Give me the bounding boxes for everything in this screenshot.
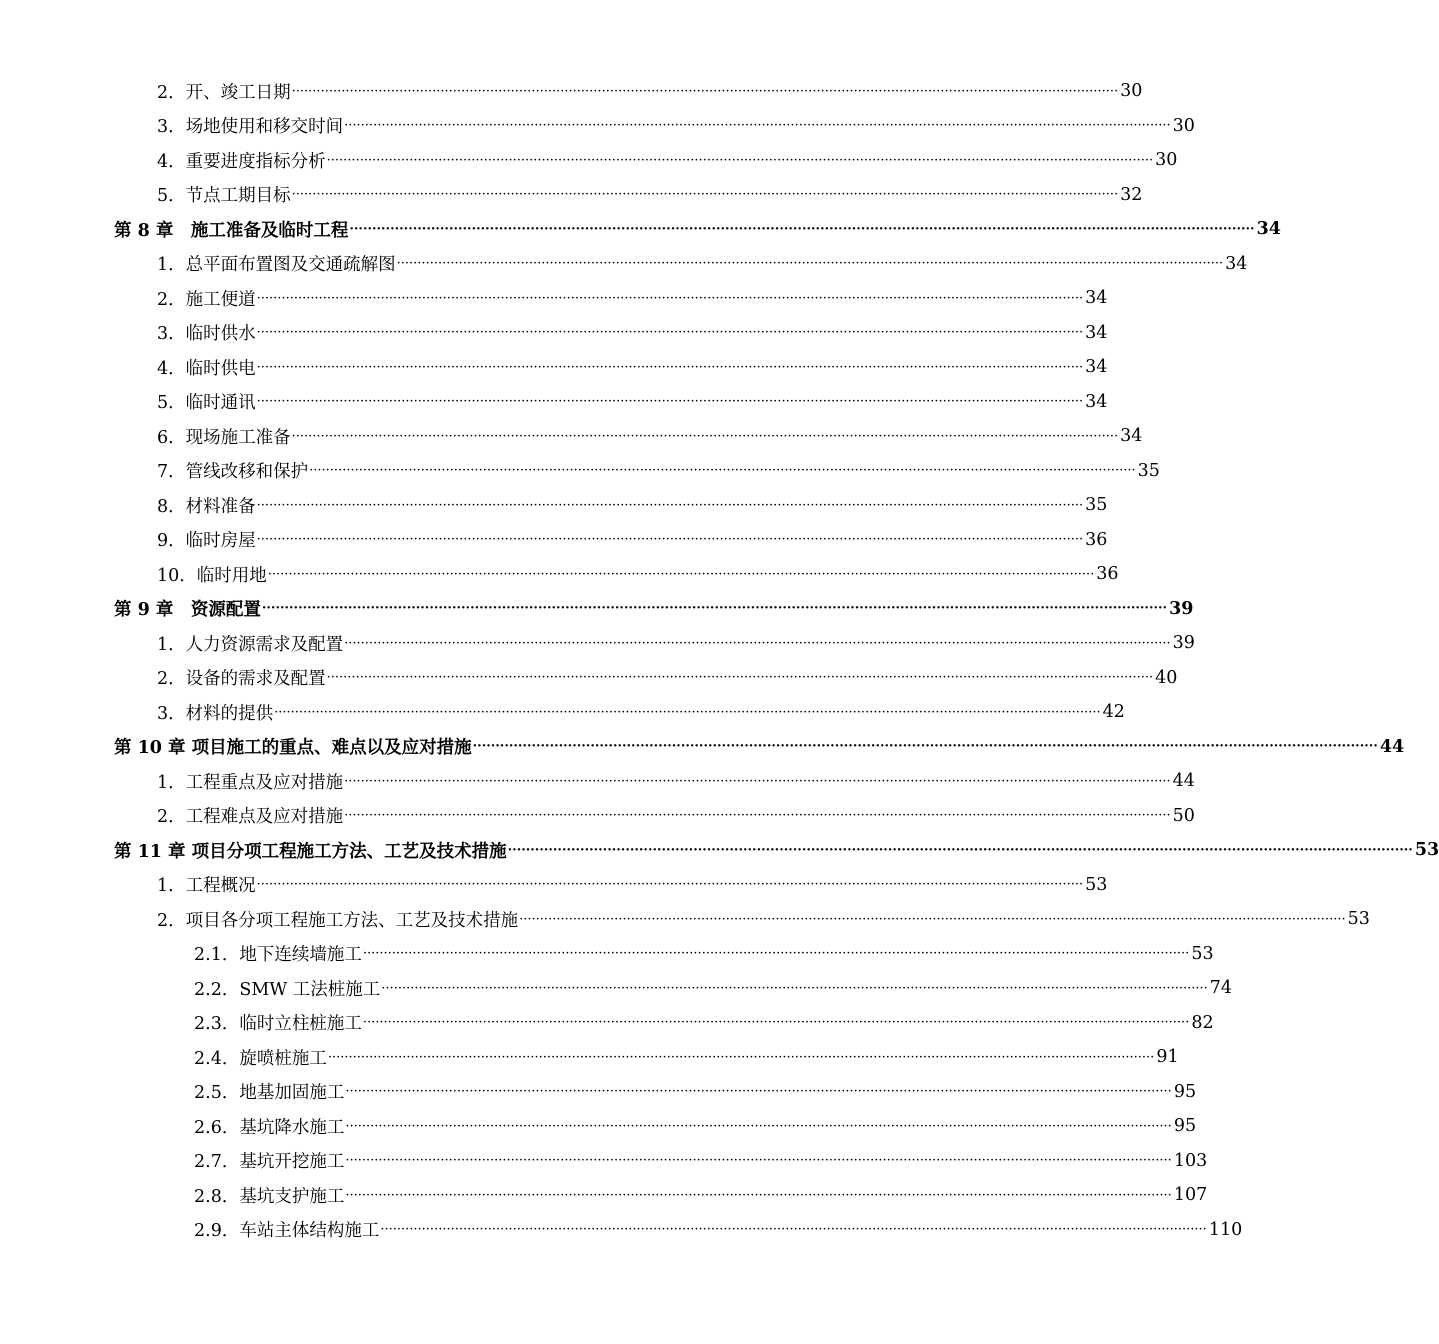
toc-entry-title: 第 10 章 项目施工的重点、难点以及应对措施 (114, 738, 472, 759)
toc-page-number: 44 (1172, 771, 1195, 792)
dot-leader: ········································································································································································································ (345, 1153, 1172, 1169)
toc-section-entry[interactable] (157, 350, 1108, 385)
toc-entry-title: 8．材料准备 (157, 496, 256, 517)
toc-entry-title: 第 9 章 资源配置 (114, 600, 261, 621)
toc-entry-title: 2.6．基坑降水施工 (194, 1117, 345, 1138)
toc-section-entry[interactable] (157, 695, 1125, 730)
dot-leader: ········································································································································································································ (396, 256, 1224, 272)
dot-leader: ········································································································································································································ (519, 911, 1346, 927)
toc-section-entry[interactable] (194, 971, 1233, 1006)
toc-page-number: 35 (1137, 460, 1160, 481)
toc-entry-title: 2．项目各分项工程施工方法、工艺及技术措施 (157, 910, 519, 931)
dot-leader: ········································································································································································································ (344, 118, 1171, 134)
toc-section-entry[interactable] (157, 661, 1178, 696)
toc-entry-title: 2.3．临时立柱桩施工 (194, 1014, 362, 1035)
toc-section-entry[interactable] (194, 1075, 1197, 1110)
toc-entry-title: 5．临时通讯 (157, 393, 256, 414)
dot-leader: ········································································································································································································ (256, 394, 1084, 410)
toc-section-entry[interactable] (194, 1109, 1197, 1144)
toc-page-number: 44 (1379, 736, 1405, 757)
toc-entry-title: 第 8 章 施工准备及临时工程 (114, 220, 349, 241)
dot-leader: ········································································································································································································ (507, 842, 1413, 858)
toc-page-number: 53 (1347, 909, 1370, 930)
dot-leader: ········································································································································································································ (327, 1049, 1155, 1065)
toc-entry-title: 2.9．车站主体结构施工 (194, 1221, 380, 1242)
toc-page-number: 53 (1085, 874, 1108, 895)
toc-page-number: 36 (1085, 529, 1108, 550)
toc-page-number: 34 (1085, 357, 1108, 378)
toc-entry-title: 2．工程难点及应对措施 (157, 807, 344, 828)
toc-section-entry[interactable] (194, 1040, 1179, 1075)
toc-entry-title: 10．临时用地 (157, 565, 267, 586)
toc-entry-title: 2.5．地基加固施工 (194, 1083, 345, 1104)
dot-leader: ········································································································································································································ (326, 152, 1154, 168)
dot-leader: ········································································································································································································ (326, 670, 1154, 686)
toc-section-entry[interactable] (157, 626, 1195, 661)
dot-leader: ········································································································································································································ (256, 497, 1084, 513)
toc-entry-title: 第 11 章 项目分项工程施工方法、工艺及技术措施 (114, 841, 507, 862)
toc-entry-title: 1．总平面布置图及交通疏解图 (157, 255, 396, 276)
toc-entry-title: 2．设备的需求及配置 (157, 669, 326, 690)
toc-page-number: 103 (1173, 1150, 1208, 1171)
toc-page-number: 53 (1191, 943, 1214, 964)
toc-section-entry[interactable] (157, 109, 1195, 144)
toc-section-entry[interactable] (194, 1213, 1243, 1248)
toc-page-number: 30 (1172, 115, 1195, 136)
toc-section-entry[interactable] (157, 902, 1370, 937)
toc-page-number: 39 (1172, 633, 1195, 654)
toc-page-number: 53 (1414, 840, 1439, 861)
toc-section-entry[interactable] (157, 74, 1143, 109)
toc-page-number: 34 (1225, 253, 1248, 274)
toc-chapter-entry[interactable] (114, 592, 1194, 627)
dot-leader: ········································································································································································································ (344, 808, 1171, 824)
toc-page-number: 34 (1085, 391, 1108, 412)
dot-leader: ········································································································································································································ (256, 359, 1084, 375)
toc-section-entry[interactable] (157, 454, 1160, 489)
toc-entry-title: 4．重要进度指标分析 (157, 151, 326, 172)
toc-page-number: 39 (1169, 598, 1194, 619)
toc-entry-title: 3．临时供水 (157, 324, 256, 345)
toc-entry-title: 5．节点工期目标 (157, 186, 291, 207)
toc-section-entry[interactable] (157, 178, 1143, 213)
toc-section-entry[interactable] (157, 557, 1119, 592)
toc-entry-title: 2．施工便道 (157, 289, 256, 310)
dot-leader: ········································································································································································································ (291, 187, 1119, 203)
toc-entry-title: 2.1．地下连续墙施工 (194, 945, 362, 966)
toc-chapter-entry[interactable] (114, 833, 1439, 868)
toc-section-entry[interactable] (157, 385, 1108, 420)
toc-section-entry[interactable] (157, 764, 1195, 799)
dot-leader: ········································································································································································································ (274, 704, 1101, 720)
toc-entry-title: 3．场地使用和移交时间 (157, 117, 344, 138)
toc-section-entry[interactable] (194, 1144, 1208, 1179)
dot-leader: ········································································································································································································ (291, 428, 1119, 444)
dot-leader: ········································································································································································································ (380, 1222, 1207, 1238)
toc-page-number: 34 (1120, 426, 1143, 447)
dot-leader: ········································································································································································································ (344, 635, 1171, 651)
toc-section-entry[interactable] (157, 419, 1143, 454)
toc-page-number: 32 (1120, 184, 1143, 205)
toc-entry-title: 2.8．基坑支护施工 (194, 1186, 345, 1207)
dot-leader: ········································································································································································································ (362, 946, 1190, 962)
dot-leader: ········································································································································································································ (256, 532, 1084, 548)
toc-section-entry[interactable] (157, 868, 1108, 903)
toc-section-entry[interactable] (194, 937, 1214, 972)
toc-chapter-entry[interactable] (114, 212, 1281, 247)
toc-page-number: 30 (1120, 81, 1143, 102)
toc-entry-title: 3．材料的提供 (157, 703, 274, 724)
toc-page-number: 34 (1085, 322, 1108, 343)
dot-leader: ········································································································································································································ (344, 773, 1171, 789)
dot-leader: ········································································································································································································ (267, 566, 1095, 582)
dot-leader: ········································································································································································································ (256, 877, 1084, 893)
dot-leader: ········································································································································································································ (349, 221, 1255, 237)
toc-entry-title: 2.4．旋喷桩施工 (194, 1048, 327, 1069)
toc-entry-title: 1．工程概况 (157, 876, 256, 897)
dot-leader: ········································································································································································································ (472, 739, 1378, 755)
toc-section-entry[interactable] (157, 281, 1108, 316)
toc-page-number: 95 (1173, 1116, 1197, 1137)
toc-section-entry[interactable] (194, 1006, 1214, 1041)
toc-entry-title: 4．临时供电 (157, 358, 256, 379)
toc-page-number: 74 (1209, 978, 1233, 999)
toc-entry-title: 1．工程重点及应对措施 (157, 772, 344, 793)
toc-entry-title: 2.7．基坑开挖施工 (194, 1152, 345, 1173)
toc-section-entry[interactable] (157, 488, 1108, 523)
toc-page-number: 34 (1256, 219, 1281, 240)
dot-leader: ········································································································································································································ (345, 1118, 1172, 1134)
toc-page-number: 40 (1155, 667, 1178, 688)
dot-leader: ········································································································································································································ (261, 601, 1168, 617)
toc-page-number: 91 (1156, 1047, 1179, 1068)
toc-page-number: 82 (1191, 1012, 1214, 1033)
toc-page-number: 35 (1085, 495, 1108, 516)
toc-page-number: 42 (1102, 702, 1125, 723)
toc-page-number: 36 (1096, 564, 1119, 585)
dot-leader: ········································································································································································································ (309, 463, 1136, 479)
toc-chapter-entry[interactable] (114, 730, 1405, 765)
table-of-contents (0, 74, 1439, 1247)
toc-section-entry[interactable] (157, 799, 1195, 834)
dot-leader: ········································································································································································································ (256, 325, 1084, 341)
dot-leader: ········································································································································································································ (345, 1084, 1172, 1100)
dot-leader: ········································································································································································································ (291, 83, 1119, 99)
toc-entry-title: 9．临时房屋 (157, 531, 256, 552)
toc-page-number: 34 (1085, 288, 1108, 309)
toc-section-entry[interactable] (157, 247, 1248, 282)
toc-entry-title: 2.2．SMW 工法桩施工 (194, 979, 381, 1000)
toc-entry-title: 7．管线改移和保护 (157, 462, 309, 483)
toc-section-entry[interactable] (157, 143, 1178, 178)
toc-entry-title: 2．开、竣工日期 (157, 82, 291, 103)
toc-page-number: 30 (1155, 150, 1178, 171)
toc-page-number: 95 (1173, 1081, 1197, 1102)
toc-entry-title: 6．现场施工准备 (157, 427, 291, 448)
dot-leader: ········································································································································································································ (381, 980, 1208, 996)
toc-page-number: 110 (1208, 1219, 1243, 1240)
toc-section-entry[interactable] (157, 316, 1108, 351)
dot-leader: ········································································································································································································ (256, 290, 1084, 306)
dot-leader: ········································································································································································································ (362, 1015, 1190, 1031)
toc-section-entry[interactable] (157, 523, 1108, 558)
toc-page-number: 107 (1173, 1185, 1208, 1206)
dot-leader: ········································································································································································································ (345, 1187, 1172, 1203)
toc-entry-title: 1．人力资源需求及配置 (157, 634, 344, 655)
toc-section-entry[interactable] (194, 1178, 1208, 1213)
toc-page-number: 50 (1172, 805, 1195, 826)
